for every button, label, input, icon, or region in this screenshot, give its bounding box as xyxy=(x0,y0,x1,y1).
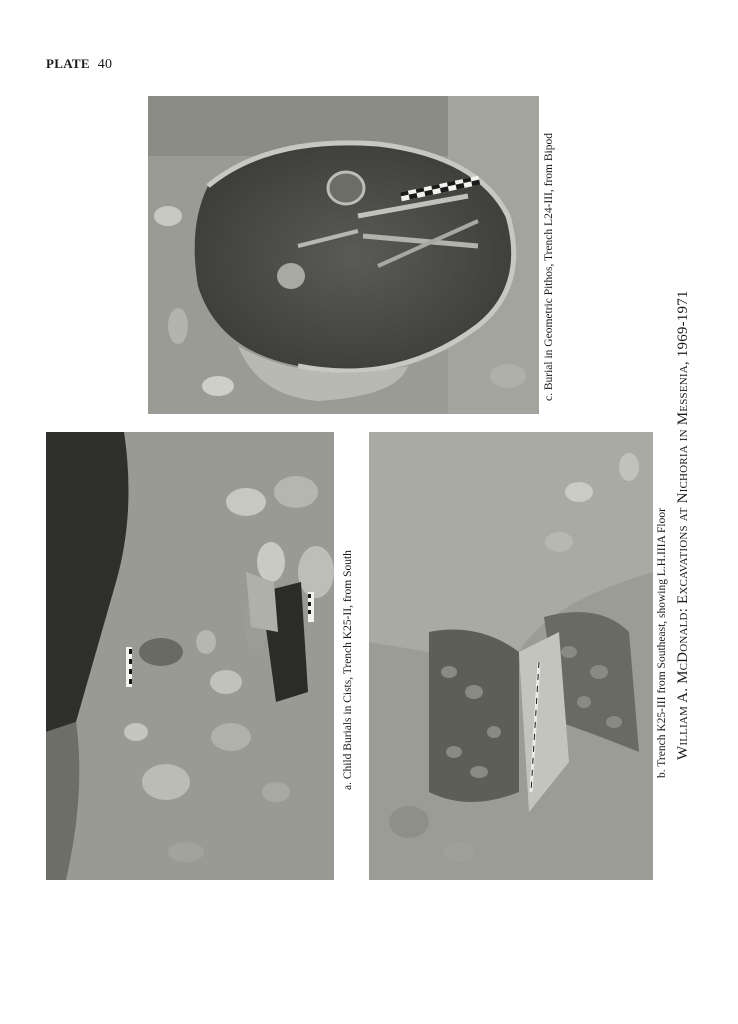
plate-word: PLATE xyxy=(46,56,90,71)
caption-b: b. Trench K25-III from Southeast, showing L.H.IIIA Floor xyxy=(656,508,668,778)
photo-b-image xyxy=(369,432,653,880)
photo-c-pithos-burial xyxy=(148,96,539,414)
caption-a: a. Child Burials in Cists, Trench K25-II, from South xyxy=(342,550,354,790)
photo-b-trench-floor xyxy=(369,432,653,880)
photo-c-image xyxy=(148,96,539,414)
book-footer: William A. McDonald: Excavations at Nichoria in Messenia, 1969-1971 xyxy=(675,290,691,760)
caption-c: c. Burial in Geometric Pithos, Trench L24-III, from Bipod xyxy=(543,133,555,401)
plate-label xyxy=(46,56,112,73)
plate-number: 40 xyxy=(97,57,113,72)
photo-a-image xyxy=(46,432,334,880)
photo-a-cist-burials xyxy=(46,432,334,880)
